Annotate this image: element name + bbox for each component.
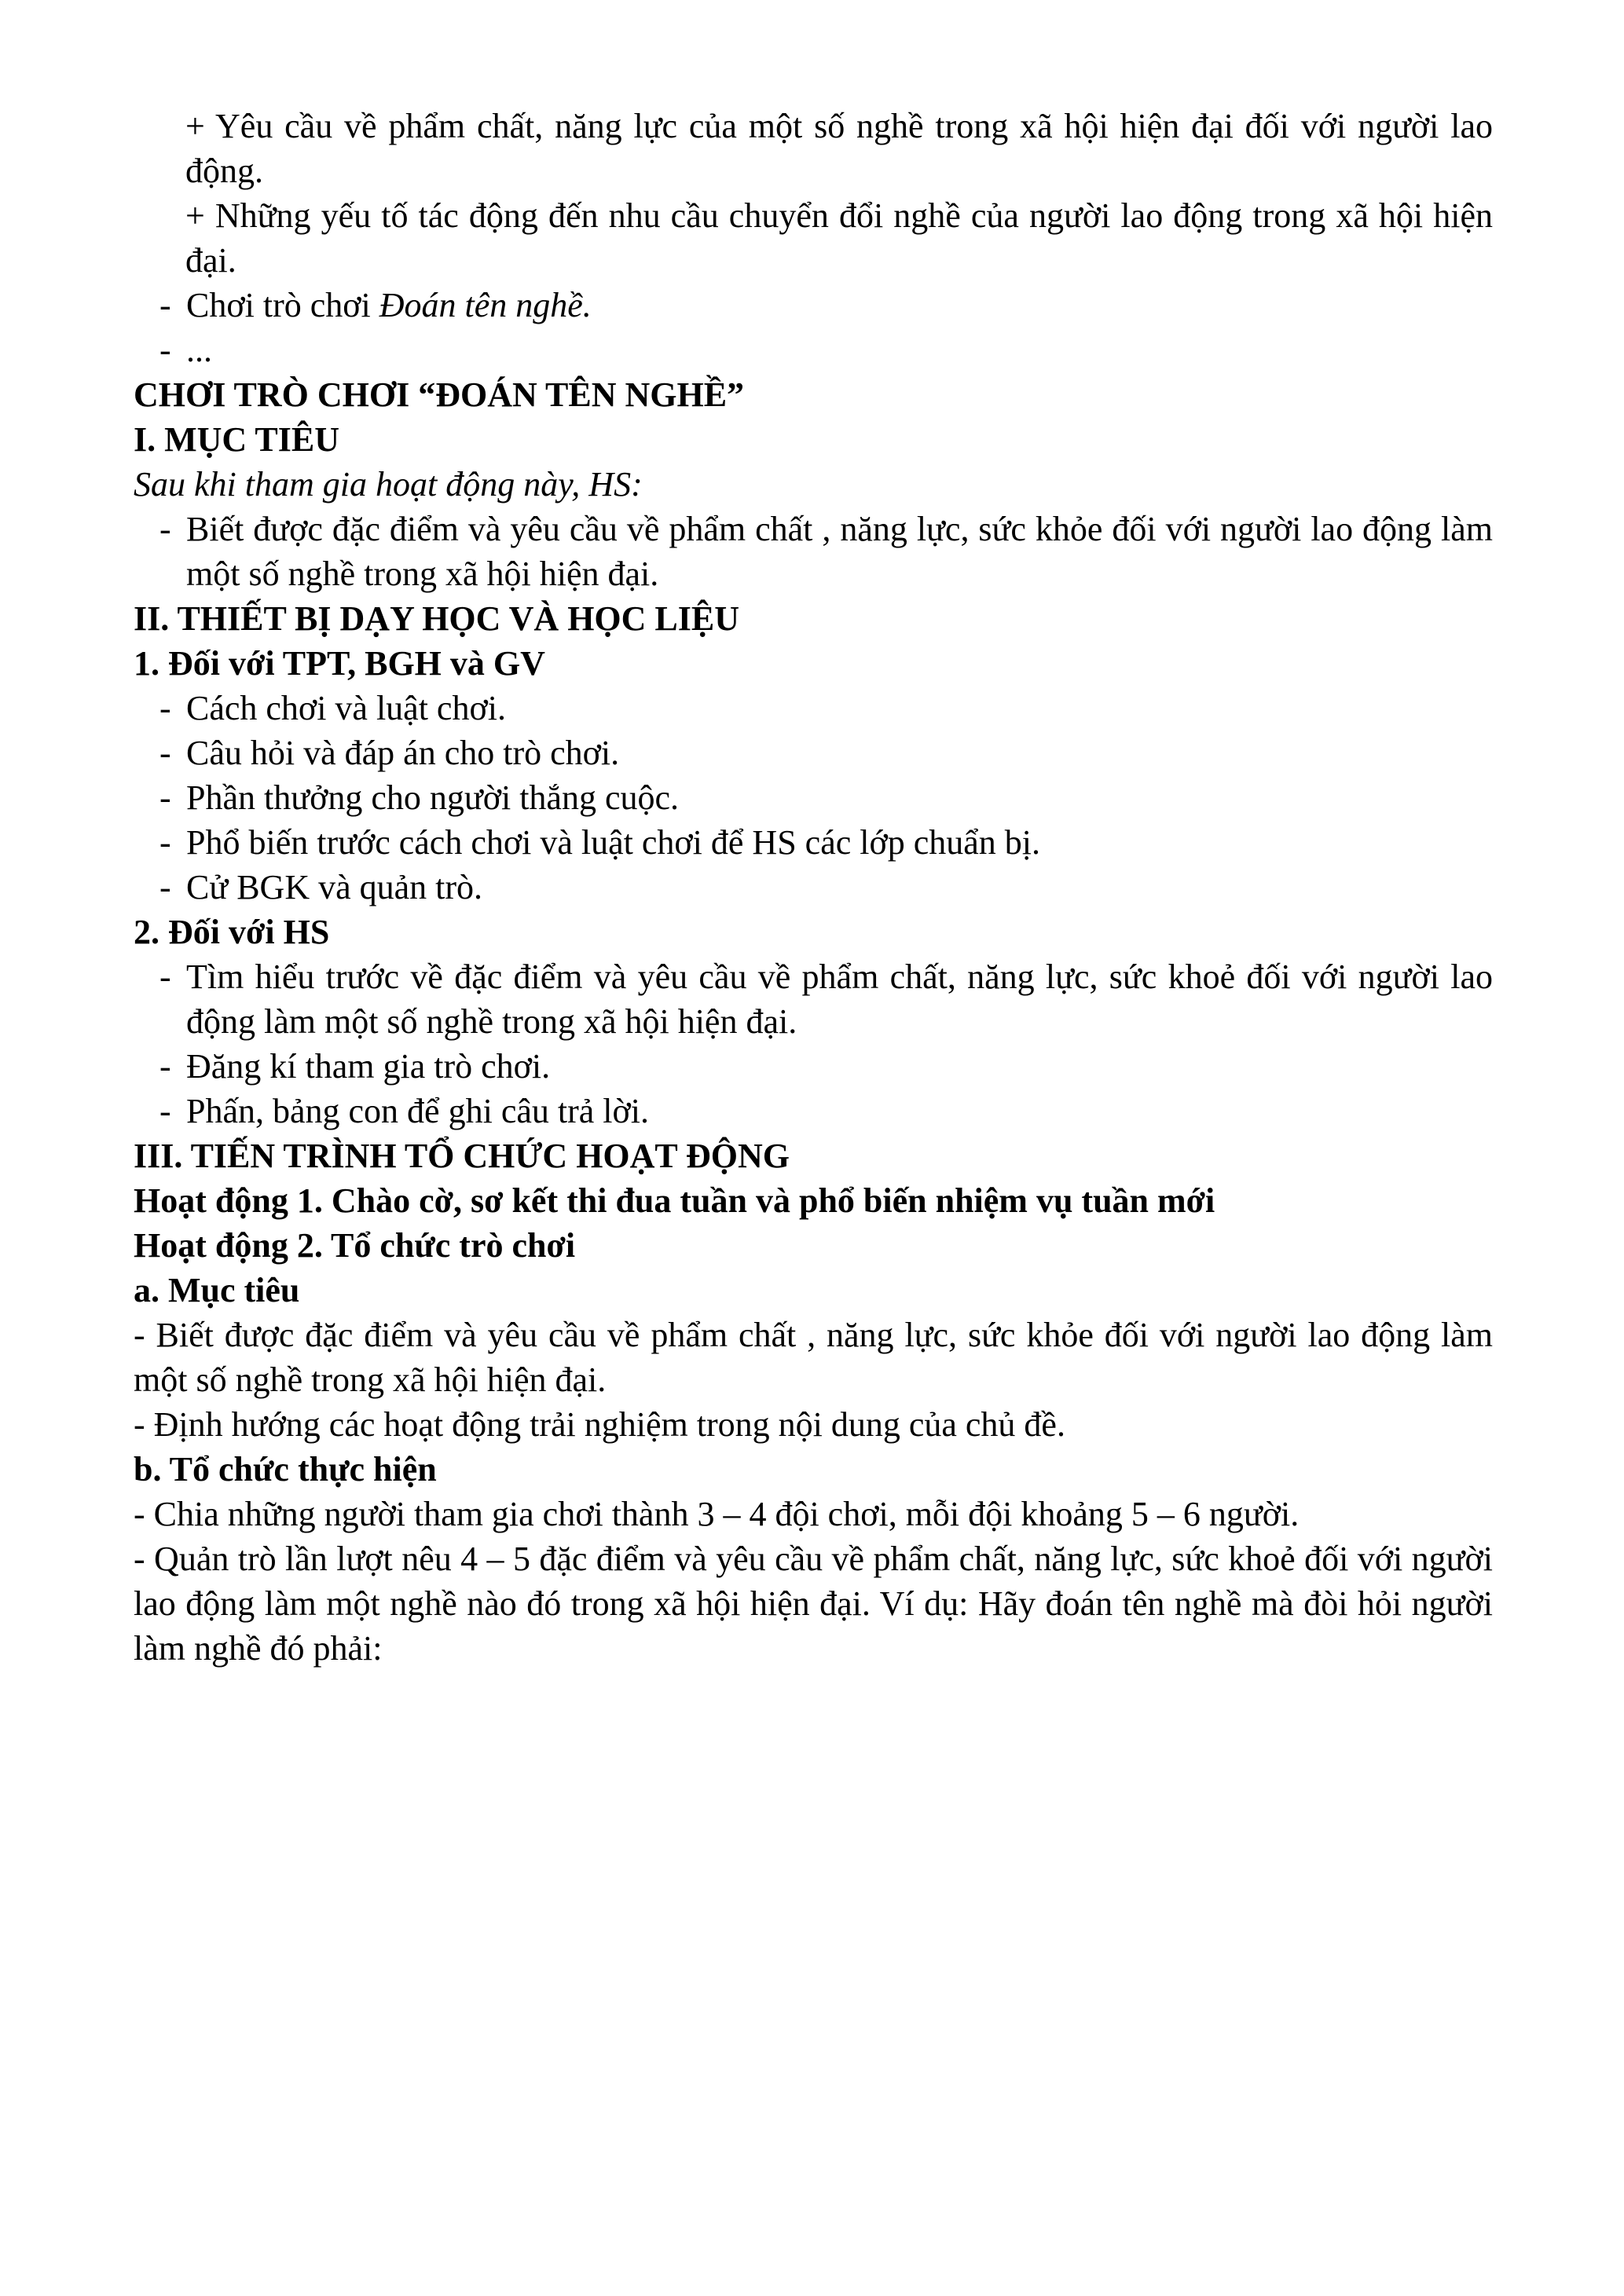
- list-item-text: Câu hỏi và đáp án cho trò chơi.: [186, 734, 620, 772]
- heading-hoat-dong-1: Hoạt động 1. Chào cờ, sơ kết thi đua tuần và phổ biến nhiệm vụ tuần mới: [134, 1181, 1215, 1220]
- list-item-dang-ki: [134, 1044, 1493, 1089]
- heading-game-title: CHƠI TRÒ CHƠI “ĐOÁN TÊN NGHỀ”: [134, 375, 745, 414]
- list-item-pho-bien: [134, 820, 1493, 865]
- list-item-phan-thuong: [134, 775, 1493, 820]
- heading-a-muc-tieu: a. Mục tiêu: [134, 1271, 300, 1309]
- dash-marker: -: [159, 778, 171, 817]
- dash-marker: -: [159, 689, 171, 727]
- text-run: Chơi trò chơi: [186, 286, 379, 324]
- list-item-phan-bang: [134, 1089, 1493, 1133]
- dash-marker: -: [159, 823, 171, 862]
- list-item-text: Cử BGK và quản trò.: [186, 868, 483, 906]
- list-item-text: [186, 286, 592, 324]
- list-item-text: Đăng kí tham gia trò chơi.: [186, 1047, 551, 1086]
- dash-marker: -: [159, 286, 171, 324]
- plus-paragraph-requirements: + Yêu cầu về phẩm chất, năng lực của một số nghề trong xã hội hiện đại đối với người lao động.: [185, 107, 1493, 190]
- list-item-text: Phổ biến trước cách chơi và luật chơi để HS các lớp chuẩn bị.: [186, 823, 1041, 862]
- paragraph-objective-intro: Sau khi tham gia hoạt động này, HS:: [134, 465, 643, 504]
- dash-marker: -: [159, 331, 171, 369]
- paragraph-biet-duoc: - Biết được đặc điểm và yêu cầu về phẩm chất , năng lực, sức khỏe đối với người lao động làm một số nghề trong xã hội hiện đại.: [134, 1316, 1493, 1399]
- game-name-italic: Đoán tên nghề.: [379, 286, 592, 324]
- heading-ii-thiet-bi: II. THIẾT BỊ DẠY HỌC VÀ HỌC LIỆU: [134, 599, 740, 638]
- list-item-play-game: [134, 283, 1493, 328]
- plus-paragraph-factors: + Những yếu tố tác động đến nhu cầu chuyển đổi nghề của người lao động trong xã hội hiện đại.: [185, 196, 1493, 280]
- list-item-text: Biết được đặc điểm và yêu cầu về phẩm chất , năng lực, sức khỏe đối với người lao động làm một số nghề trong xã hội hiện đại.: [186, 510, 1493, 593]
- dash-marker: -: [159, 1092, 171, 1130]
- heading-hoat-dong-2: Hoạt động 2. Tổ chức trò chơi: [134, 1226, 576, 1265]
- list-item-text: Cách chơi và luật chơi.: [186, 689, 506, 727]
- list-item-ellipsis: [134, 328, 1493, 372]
- dash-marker: -: [159, 510, 171, 548]
- list-item-cach-choi: [134, 686, 1493, 731]
- heading-1-doi-voi-tpt: 1. Đối với TPT, BGH và GV: [134, 644, 545, 683]
- list-item-text: Phần thưởng cho người thắng cuộc.: [186, 778, 680, 817]
- heading-b-to-chuc: b. Tổ chức thực hiện: [134, 1450, 437, 1489]
- heading-i-muc-tieu: I. MỤC TIÊU: [134, 420, 340, 459]
- paragraph-chia-doi: - Chia những người tham gia chơi thành 3 – 4 đội chơi, mỗi đội khoảng 5 – 6 người.: [134, 1495, 1300, 1533]
- dash-marker: -: [159, 1047, 171, 1086]
- list-item-text: Tìm hiểu trước về đặc điểm và yêu cầu về phẩm chất, năng lực, sức khoẻ đối với người lao động làm một số nghề trong xã hội hiện đại.: [186, 958, 1493, 1041]
- list-item-text: ...: [186, 331, 212, 369]
- list-item-cau-hoi: [134, 731, 1493, 775]
- dash-marker: -: [159, 868, 171, 906]
- paragraph-quan-tro: - Quản trò lần lượt nêu 4 – 5 đặc điểm và yêu cầu về phẩm chất, năng lực, sức khoẻ đối với người lao động làm một nghề nào đó trong xã hội hiện đại. Ví dụ: Hãy đoán tên nghề mà đòi hỏi người làm nghề đó phải:: [134, 1540, 1493, 1668]
- heading-2-doi-voi-hs: 2. Đối với HS: [134, 913, 330, 951]
- list-item-cu-bgk: [134, 865, 1493, 910]
- list-item-text: Phấn, bảng con để ghi câu trả lời.: [186, 1092, 649, 1130]
- dash-marker: -: [159, 734, 171, 772]
- list-item-objective: [134, 507, 1493, 596]
- paragraph-dinh-huong: - Định hướng các hoạt động trải nghiệm trong nội dung của chủ đề.: [134, 1405, 1065, 1444]
- heading-iii-tien-trinh: III. TIẾN TRÌNH TỔ CHỨC HOẠT ĐỘNG: [134, 1137, 790, 1175]
- dash-marker: -: [159, 958, 171, 996]
- list-item-tim-hieu: [134, 954, 1493, 1044]
